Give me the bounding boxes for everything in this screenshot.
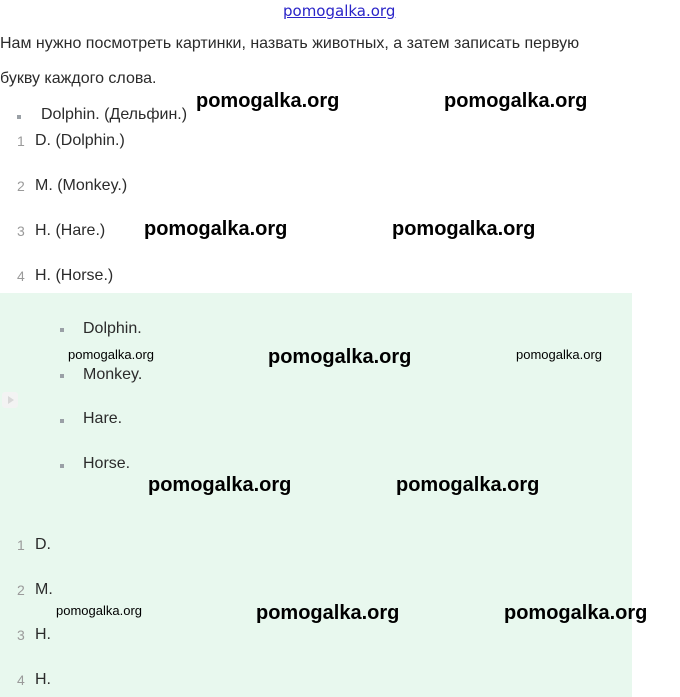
list-number-1: 1 xyxy=(17,133,25,149)
answer-item-4: H. xyxy=(35,671,51,688)
list-number-3: 3 xyxy=(17,223,25,239)
answer-bullet-1: Dolphin. xyxy=(83,320,142,337)
bullet-marker xyxy=(17,115,21,119)
list-item-bullet: Dolphin. (Дельфин.) xyxy=(41,106,188,123)
watermark: pomogalka.org xyxy=(444,90,588,112)
intro-line-2: букву каждого слова. xyxy=(0,70,157,87)
answer-item-3: H. xyxy=(35,626,51,643)
watermark: pomogalka.org xyxy=(196,90,340,112)
list-number-4: 4 xyxy=(17,268,25,284)
bullet-marker xyxy=(60,419,64,423)
answer-item-1: D. xyxy=(35,536,51,553)
watermark: pomogalka.org xyxy=(256,602,400,624)
list-item-4: H. (Horse.) xyxy=(35,267,114,284)
bullet-marker xyxy=(60,328,64,332)
answer-number-2: 2 xyxy=(17,582,25,598)
watermark: pomogalka.org xyxy=(144,218,288,240)
watermark: pomogalka.org xyxy=(68,347,154,362)
intro-line-1: Нам нужно посмотреть картинки, назвать животных, а затем записать первую xyxy=(0,35,580,52)
play-icon[interactable] xyxy=(2,392,18,408)
answer-bullet-2: Monkey. xyxy=(83,366,143,383)
answer-item-2: M. xyxy=(35,581,53,598)
watermark: pomogalka.org xyxy=(392,218,536,240)
watermark: pomogalka.org xyxy=(148,474,292,496)
list-number-2: 2 xyxy=(17,178,25,194)
watermark: pomogalka.org xyxy=(396,474,540,496)
bullet-marker xyxy=(60,464,64,468)
watermark: pomogalka.org xyxy=(268,346,412,368)
bullet-marker xyxy=(60,374,64,378)
watermark: pomogalka.org xyxy=(56,603,142,618)
list-item-2: M. (Monkey.) xyxy=(35,177,128,194)
site-link[interactable]: pomogalka.org xyxy=(283,2,396,20)
watermark: pomogalka.org xyxy=(504,602,648,624)
answer-number-4: 4 xyxy=(17,672,25,688)
answer-number-3: 3 xyxy=(17,627,25,643)
answer-number-1: 1 xyxy=(17,537,25,553)
watermark: pomogalka.org xyxy=(516,347,602,362)
list-item-3: H. (Hare.) xyxy=(35,222,106,239)
answer-bullet-4: Horse. xyxy=(83,455,131,472)
answer-bullet-3: Hare. xyxy=(83,410,123,427)
list-item-1: D. (Dolphin.) xyxy=(35,132,125,149)
